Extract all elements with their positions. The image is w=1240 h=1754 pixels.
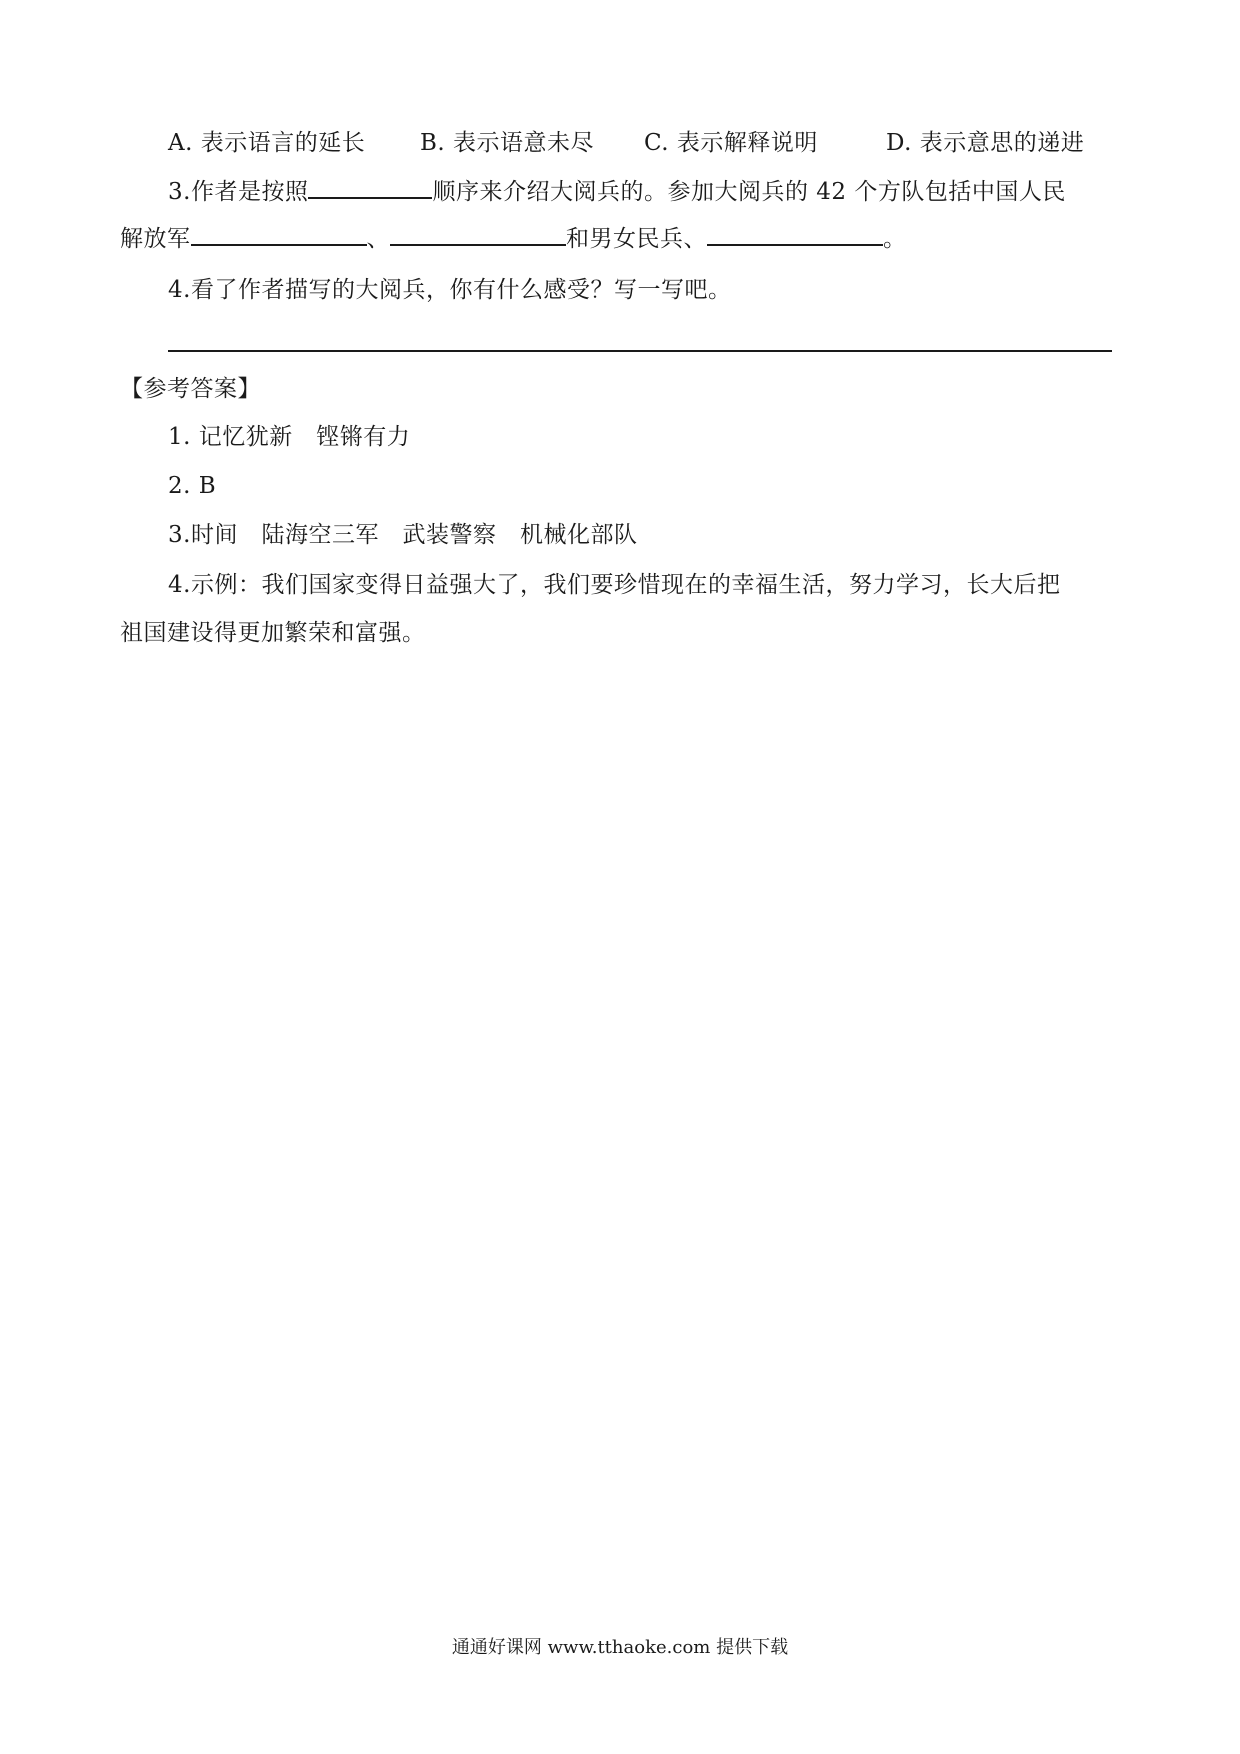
option-d: D. 表示意思的递进 bbox=[886, 130, 1085, 156]
question3-end: 。 bbox=[883, 226, 907, 252]
blank-2 bbox=[390, 222, 566, 246]
question4: 4.看了作者描写的大阅兵，你有什么感受？写一写吧。 bbox=[168, 277, 732, 303]
option-b: B. 表示语意未尽 bbox=[420, 130, 595, 156]
blank-3 bbox=[707, 222, 883, 246]
answer-4-line2: 祖国建设得更加繁荣和富强。 bbox=[120, 620, 426, 646]
answer-3: 3.时间 陆海空三军 武装警察 机械化部队 bbox=[168, 522, 638, 548]
question3-militia: 和男女民兵、 bbox=[566, 226, 707, 252]
answers-heading: 【参考答案】 bbox=[120, 376, 261, 402]
answer-4-line1: 4.示例：我们国家变得日益强大了，我们要珍惜现在的幸福生活，努力学习，长大后把 bbox=[168, 572, 1061, 598]
question3-middle: 顺序来介绍大阅兵的。参加大阅兵的 42 个方队包括中国人民 bbox=[432, 179, 1066, 205]
blank-order bbox=[308, 175, 432, 199]
blank-1 bbox=[191, 222, 367, 246]
answer-2: 2. B bbox=[168, 473, 217, 499]
option-c: C. 表示解释说明 bbox=[644, 130, 818, 156]
question3-sep: 、 bbox=[366, 226, 390, 252]
question3-prefix: 3.作者是按照 bbox=[168, 179, 309, 205]
question2-options bbox=[168, 128, 1084, 158]
footer-credit: 通通好课网 www.tthaoke.com 提供下载 bbox=[451, 1637, 789, 1658]
option-a: A. 表示语言的延长 bbox=[168, 130, 366, 156]
question3-army: 解放军 bbox=[120, 226, 191, 252]
answer-1: 1. 记忆犹新 铿锵有力 bbox=[168, 424, 411, 450]
question3-line2 bbox=[120, 222, 907, 254]
question3-line1 bbox=[168, 175, 1066, 207]
answer-writing-line bbox=[168, 350, 1112, 352]
